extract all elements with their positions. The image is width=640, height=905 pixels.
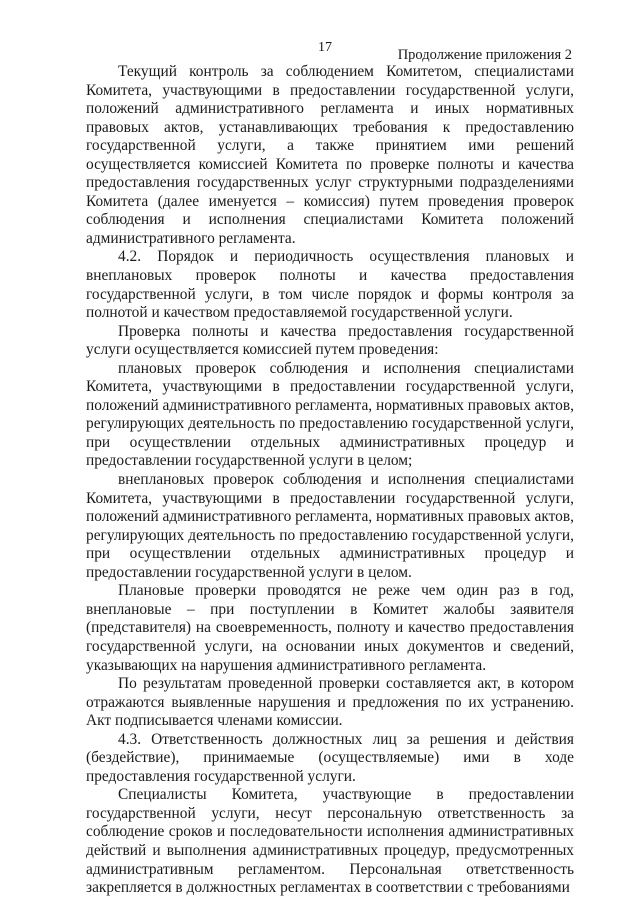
paragraph-section-4-3: 4.3. Ответственность должностных лиц за решения и действия (бездействие), принимаемые (осуществляемые) ими в ходе предоставления государственной услуги. [86, 730, 574, 785]
body-text [86, 63, 574, 898]
paragraph-personal-responsibility: Специалисты Комитета, участвующие в предоставлении государственной услуги, несут персональную ответственность за соблюдение сроков и последовательности исполнения административных действий и выполнения административных процедур, предусмотренных административным регламентом. Персональная ответственность закрепляется в должностных регламентах в соответствии с требованиями [86, 786, 574, 897]
paragraph-current-control: Текущий контроль за соблюдением Комитетом, специалистами Комитета, участвующими в предоставлении государственной услуги, положений административного регламента и иных нормативных правовых актов, устанавливающих требования к предоставлению государственной услуги, а также принятием ими решений осуществляется комиссией Комитета по проверке полноты и качества предоставления государственных услуг структурными подразделениями Комитета (далее именуется – комиссия) путем проведения проверок соблюдения и исполнения специалистами Комитета положений административного регламента. [86, 63, 574, 247]
paragraph-inspection-act: По результатам проведенной проверки составляется акт, в котором отражаются выявленные нарушения и предложения по их устранению. Акт подписывается членами комиссии. [86, 675, 574, 730]
paragraph-unplanned-inspections: внеплановых проверок соблюдения и исполнения специалистами Комитета, участвующими в предоставлении государственной услуги, положений административного регламента, нормативных правовых актов, регулирующих деятельность по предоставлению государственной услуги, при осуществлении отдельных административных процедур и предоставлении государственной услуги в целом. [86, 471, 574, 581]
appendix-note: Продолжение приложения 2 [397, 47, 572, 63]
paragraph-inspection-frequency: Плановые проверки проводятся не реже чем один раз в год, внеплановые – при поступлении в Комитет жалобы заявителя (представителя) на своевременность, полноту и качество предоставления государственной услуги, на основании иных документов и сведений, указывающих на нарушения административного регламента. [86, 582, 574, 674]
paragraph-inspection-intro: Проверка полноты и качества предоставления государственной услуги осуществляется комиссией путем проведения: [86, 322, 574, 359]
page-number: 17 [318, 40, 332, 55]
paragraph-section-4-2: 4.2. Порядок и периодичность осуществления плановых и внеплановых проверок полноты и качества предоставления государственной услуги, в том числе порядок и формы контроля за полнотой и качеством предоставляемой государственной услуги. [86, 248, 574, 322]
paragraph-planned-inspections: плановых проверок соблюдения и исполнения специалистами Комитета, участвующими в предоставлении государственной услуги, положений административного регламента, нормативных правовых актов, регулирующих деятельность по предоставлению государственной услуги, при осуществлении отдельных административных процедур и предоставлении государственной услуги в целом; [86, 359, 574, 470]
